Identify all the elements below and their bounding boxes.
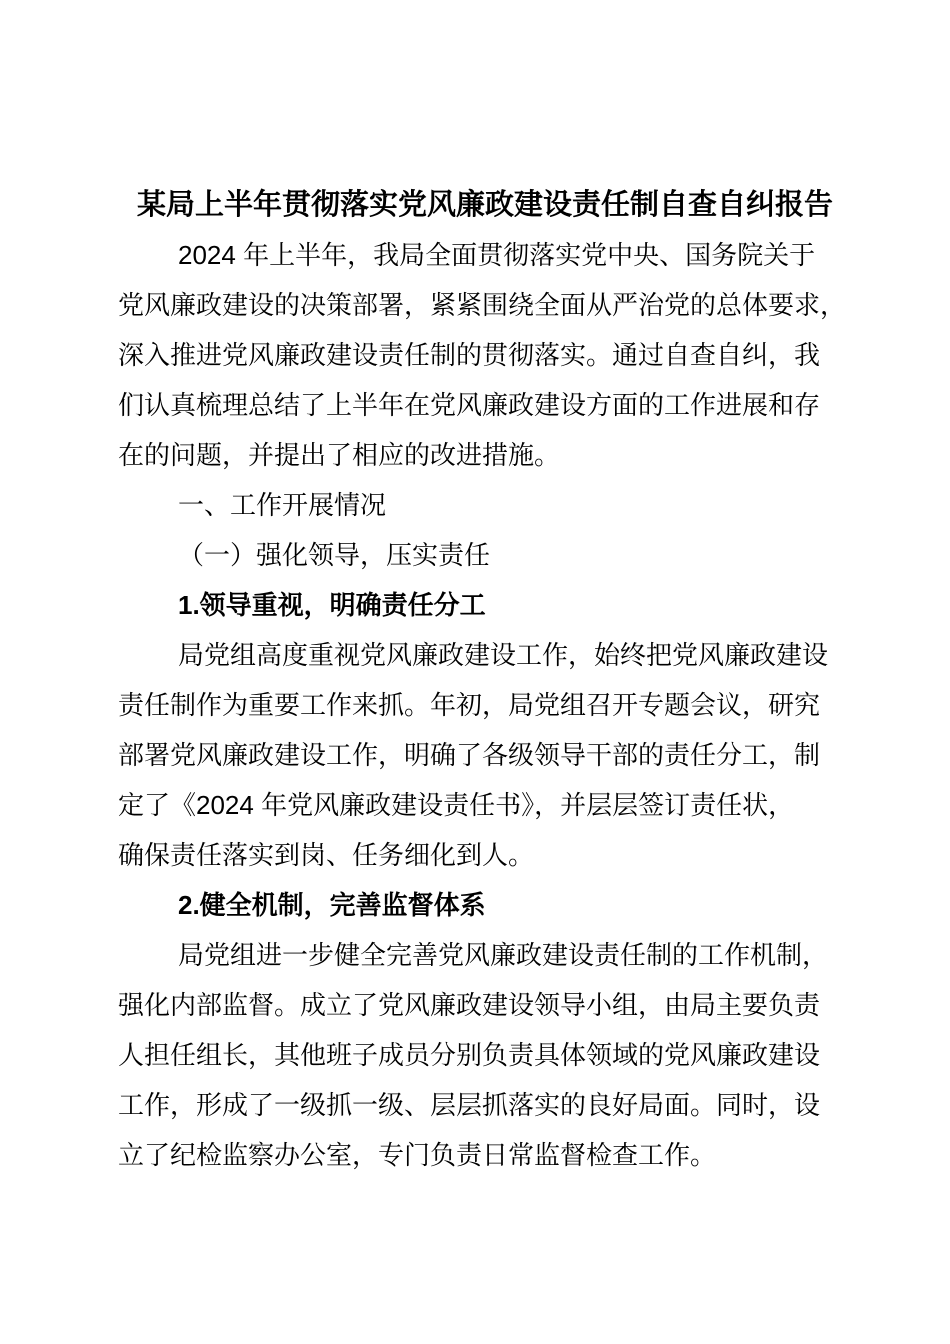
text-line: 责任制作为重要工作来抓。年初，局党组召开专题会议，研究: [118, 690, 821, 720]
text-line: 工作，形成了一级抓一级、层层抓落实的良好局面。同时，设: [118, 1090, 821, 1120]
text-line: 2024 年上半年，我局全面贯彻落实党中央、国务院关于: [178, 240, 816, 270]
text-line: 局党组进一步健全完善党风廉政建设责任制的工作机制，: [178, 940, 829, 970]
text-line: 深入推进党风廉政建设责任制的贯彻落实。通过自查自纠，我: [118, 340, 821, 370]
paragraph-mechanism: [118, 930, 852, 1180]
text-line: 1.领导重视，明确责任分工: [178, 590, 486, 620]
heading-level1-work-progress: [118, 480, 852, 530]
document-page: [118, 180, 852, 1180]
text-line: 人担任组长，其他班子成员分别负责具体领域的党风廉政建设: [118, 1040, 821, 1070]
text-line: 局党组高度重视党风廉政建设工作，始终把党风廉政建设: [178, 640, 829, 670]
document-title: [118, 180, 852, 230]
text-line: 们认真梳理总结了上半年在党风廉政建设方面的工作进展和存: [118, 390, 821, 420]
text-line: 立了纪检监察办公室，专门负责日常监督检查工作。: [118, 1140, 717, 1170]
text-line: 2.健全机制，完善监督体系: [178, 890, 486, 920]
paragraph-intro: [118, 230, 852, 480]
text-line: 在的问题，并提出了相应的改进措施。: [118, 440, 561, 470]
text-line: 党风廉政建设的决策部署，紧紧围绕全面从严治党的总体要求，: [118, 290, 847, 320]
text-line: 某局上半年贯彻落实党风廉政建设责任制自查自纠报告: [136, 189, 833, 221]
text-line: 部署党风廉政建设工作，明确了各级领导干部的责任分工，制: [118, 740, 821, 770]
heading-level3-leadership-attention: [118, 580, 852, 630]
paragraph-leadership: [118, 630, 852, 880]
heading-level3-improve-mechanism: [118, 880, 852, 930]
text-line: 强化内部监督。成立了党风廉政建设领导小组，由局主要负责: [118, 990, 821, 1020]
text-line: 确保责任落实到岗、任务细化到人。: [118, 840, 535, 870]
text-line: 定了《2024 年党风廉政建设责任书》，并层层签订责任状，: [118, 790, 795, 820]
text-line: （一）强化领导，压实责任: [178, 540, 491, 570]
text-line: 一、工作开展情况: [178, 490, 387, 520]
heading-level2-strengthen-leadership: [118, 530, 852, 580]
